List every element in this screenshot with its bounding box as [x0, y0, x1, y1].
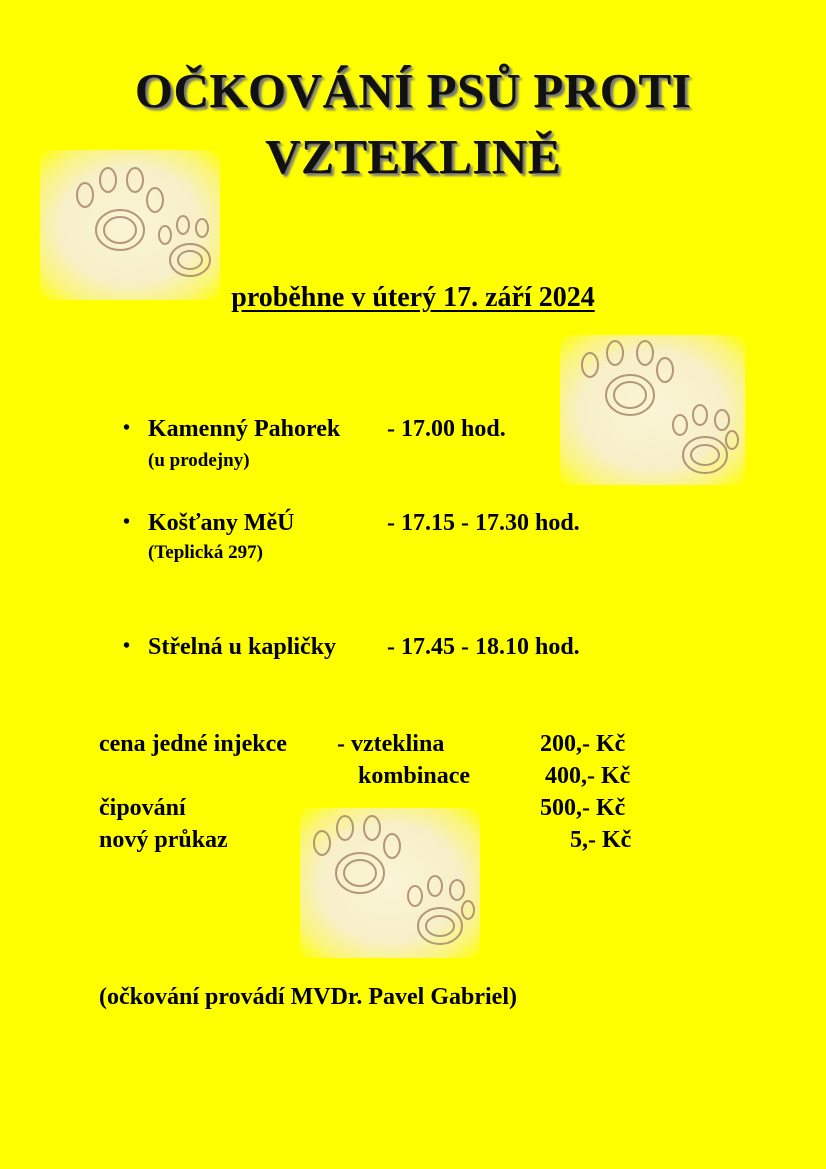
chipping-label: čipování	[99, 795, 186, 821]
page-title-line-1: OČKOVÁNÍ PSŮ PROTI	[134, 63, 692, 118]
location-time: - 17.00 hod.	[387, 416, 506, 442]
passport-price: 5,- Kč	[570, 827, 632, 853]
combination-price: 400,- Kč	[545, 763, 631, 789]
location-place: Košťany MěÚ	[148, 510, 295, 536]
rabies-label: - vzteklina	[337, 731, 445, 757]
footer-note: (očkování provádí MVDr. Pavel Gabriel)	[99, 984, 517, 1010]
passport-label: nový průkaz	[99, 827, 228, 853]
chipping-price: 500,- Kč	[540, 795, 626, 821]
event-date: proběhne v úterý 17. září 2024	[231, 282, 595, 313]
location-time: - 17.15 - 17.30 hod.	[387, 510, 580, 536]
paw-prints-image	[40, 150, 220, 300]
location-place: Kamenný Pahorek	[148, 416, 341, 442]
bullet-icon: •	[123, 417, 131, 439]
location-place: Střelná u kapličky	[148, 634, 337, 660]
bullet-icon: •	[123, 635, 131, 657]
paw-prints-image	[300, 808, 480, 958]
page-title-line-2: VZTEKLINĚ	[265, 129, 561, 184]
rabies-price: 200,- Kč	[540, 731, 626, 757]
location-note: (Teplická 297)	[148, 542, 263, 563]
injection-price-label: cena jedné injekce	[99, 731, 287, 757]
location-note: (u prodejny)	[148, 450, 250, 471]
bullet-icon: •	[123, 511, 131, 533]
combination-label: kombinace	[358, 763, 471, 789]
location-time: - 17.45 - 18.10 hod.	[387, 634, 580, 660]
paw-prints-image	[560, 335, 745, 485]
